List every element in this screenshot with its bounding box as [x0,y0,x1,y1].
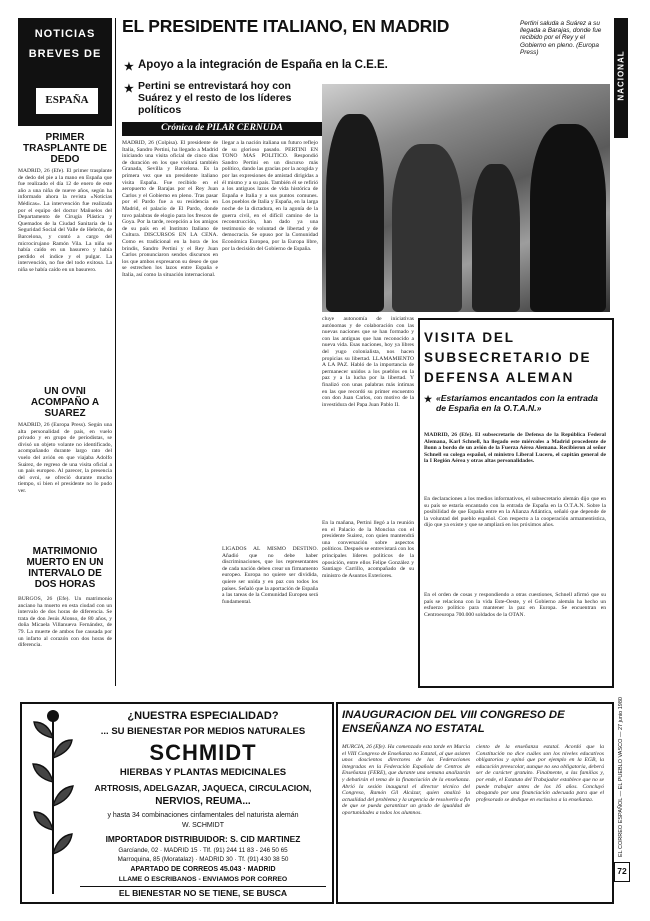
ad-doctor: W. SCHMIDT [182,822,224,829]
main-col2: llegar a la nación italiana un futuro reflejo de su glorioso pasado. PERTINI EN TONO MAS POLITICO. Respondió Sandro Pertini en un discurso más político, dando las gracias por la acogida y por las expresiones de amistad dirigidas a él mismo y a su país. También él se refirió a los antiguos lazos de vida histórica de España e Italia y a sus puntos comunes. Los pueblos de Italia y España, en la larga noche de la dictadura, en la agonía de la guerra civil, en el difícil camino de la reconstrucción, han dado ya una testimonio de voluntad de libertad y de democracia. Se opuso por la Comunidad Económica Europea, por la Europa libre, por la decisión del Gobierno de España. [222,140,318,252]
sidebar [18,18,112,688]
ad-brand: SCHMIDT [149,740,257,765]
congress-text-right: ciento de la enseñanza estatal. Acordó que la Constitución no dice cuáles son los niveles educativos obligatorios y opinó que por ejemplo en la EGB, la educación preescolar, aunque no sea obligatoria, deberá ser de carácter gratuito. Finalmente, a las familias y, por ende, el Estatuto del Trabajador establece que no se puede trabajar antes de los 16 años. Concluyó abogando por una financiación adecuada para que el profesorado se dedique en exclusiva a la enseñanza. [476,744,604,803]
ad-address2: Marroquina, 85 (Moratalaz) · MADRID 30 · Tf. (91) 430 38 50 [117,856,289,863]
story1-text: MADRID, 26 (Efe). El primer trasplante de dedo del pie a la mano en España que fue realizado el día 12 de enero de este año a una niña de nueve años, según ha informado ahora la revista «Noticias Médicas». La intervención fue realizada por el equipo del doctor Mañuelos del Departamento de Cirugía Plástica y Quemados de la Ciudad Sanitaria de la Seguridad Social del Valle de Hebrón, de Barcelona, y contó a cargo del microcirujano Ramón Vila. La niña se había caído en un basurero y había perdido el índice y el pulgar. La intervención, no fue del todo exitosa. La niña se había caído en un basurero. [18,168,112,273]
folio-paper: EL CORREO ESPAÑOL — EL PUEBLO VASCO — 27 junio 1980 [618,697,624,857]
sidebar-title-line1: NOTICIAS [34,28,96,40]
visit-text2: En declaraciones a los medios informativos, el subsecretario alemán dijo que en su país se estaría encantado con la entrada de España en la O.T.A.N. Sobre la posibilidad de que España entre en la Alianza Atlántica, señaló que depende de la voluntad del pueblo español. Con respecto a la cooperación armamentística, dijo que ya existe y que se ampliará en los próximos años. [424,496,606,529]
ad-po-box: APARTADO DE CORREOS 45.043 · MADRID [130,866,276,873]
main-col3b: En la mañana, Pertini llegó a la reunión en el Palacio de la Moncloa con el presidente Suárez, con quien mantendrá una conversación sobre aspectos políticos. Después se entrevistará con los principales líderes políticos de la oposición, entre ellos Felipe González y Santiago Carrillo, acompañado de su ministro de Asuntos Exteriores. [322,520,414,579]
visit-quote: «Estaríamos encantados con la entrada de España en la O.T.A.N.» [436,393,598,413]
page-number-box [614,862,630,882]
photo-figure-4 [530,124,606,312]
main-col2b: LIGADOS AL MISMO DESTINO. Añadió que no debe haber discriminaciones, que los representantes de cada nación deben crear un firmamento europeo. Europa no quiere ser dividida, quiere ser unida y en paz con todos los países. Señaló que la aportación de España a las tareas de la Comunidad Europea será fundamental. [222,546,318,605]
main-headline: EL PRESIDENTE ITALIANO, EN MADRID [122,16,450,36]
visit-text3: En el orden de cosas y respondiendo a otras cuestiones, Schnell afirmó que su país se relaciona con la vida Este-Oeste, y el Gobierno alemán ha hecho un esfuerzo político para mantener la paz en Europa. Se encuentran en Centroeuropa 700.000 soldados de la OTAN. [424,592,606,618]
visit-headline: VISITA DEL SUBSECRETARIO DE DEFENSA ALEMAN [424,330,592,385]
main-col1: MADRID, 26 (Colpisa). El presidente de Italia, Sandro Pertini, ha llegado a Madrid iniciando una visita oficial de cinco días de duración en los que visitará también Granada, Sevilla y Barcelona. Es la primera vez que un presidente italiano visita España. Fue recibido en el aeropuerto de Barajas por el Rey Juan Carlos y el Gobierno en pleno. Tras pasar por el Pardo fue a su residencia en Madrid, el palacio de El Pardo, donde tuvo palabras de elogio para los frescos de Goya. Por la tarde, recepción a los amigos de su país en el Instituto Italiano de Cultura. DISCURSOS EN LA CENA. Como es tradicional en la hora de los brindis, Sandro Pertini y el Rey Juan Carlos pronunciaron sendos discursos en los que ambos expresaron su deseo de que se estrechen los lazos entre España e Italia, así como la situación internacional. [122,140,218,278]
section-tab [614,18,628,138]
photo-caption: Pertini saluda a Suárez a su llegada a Barajas, donde fue recibido por el Rey y el Gobierno en pleno. (Europa Press) [520,20,602,56]
page-number: 72 [617,866,627,876]
photo-figure-1 [326,114,384,312]
ad-products2: NERVIOS, REUMA... [155,796,251,807]
ad-products1: ARTROSIS, ADELGAZAR, JAQUECA, CIRCULACION, [94,783,312,793]
story3-text: BURGOS, 26 (Efe). Un matrimonio anciano ha muerto en esta ciudad con un intervalo de dos horas de diferencia. Se trata de don Jesús Alonso, de 80 años, y doña Micaela Villanueva Fernández, de 79. La muerte de ambos fue causada por un infarto al corazón con dos horas de diferencia. [18,596,112,649]
deck2-bullet: ★ [124,83,134,95]
ad-cta: LLAME O ESCRIBANOS - ENVIAMOS POR CORREO [118,876,288,883]
plant-illustration [30,708,76,894]
congress-text-left: MURCIA, 26 (Efe). Ha comenzado esta tarde en Murcia el VIII Congreso de Enseñanza no Estatal, al que asisten unos doscientos directores de las Federaciones integradas en la Federación Española de Centros de Enseñanza (FERE), que durante una semana analizarán y debatirán el tema de la financiación de la enseñanza. Abrió la sesión inaugural el director técnico del Congreso, Ramón Gil Alcázar, quien analizó la actualidad del problema y la urgencia de resolverlo a fin de que se pueda garantizar un grado de igualdad de oportunidades a todos los alumnos. [342,744,470,816]
main-col3: cluye autonomía de iniciativas autónomas y de colaboración con las nuevas naciones que se han formado y con las antiguas que han reconocido a nueva vida. Esas naciones, hoy ya libres del yugo colonialista, nos hacen propicias su libertad. LLAMAMIENTO A LA PAZ. Habló de la importancia de permanecer unidos a los pueblos en la paz y a la lucha por la libertad. Y finalizó con unas palabras más íntimas en las que recordó su primer encuentro con don Juan Carlos, con motivo de la investidura del Papa Juan Pablo II. [322,316,414,408]
story3-headline: MATRIMONIO MUERTO EN UN INTERVALO DE DOS HORAS [26,546,104,590]
ad-footer: EL BIENESTAR NO SE TIENE, SE BUSCA [118,888,288,898]
espana-badge [36,88,98,114]
ad-line1: ¿NUESTRA ESPECIALIDAD? [127,710,279,722]
deck2: Pertini se entrevistará hoy con Suárez y el resto de los líderes políticos [138,80,292,116]
story2-headline: UN OVNI ACOMPAÑO A SUAREZ [30,386,100,419]
visit-quote-bullet: ★ [424,394,433,404]
sidebar-title-line2: BREVES DE [28,48,102,60]
ad-footer-rule [80,886,326,887]
news-photo [322,84,610,312]
deck1: Apoyo a la integración de España en la C.E.E. [138,59,388,71]
story1-headline: PRIMER TRASPLANTE DE DEDO [23,132,107,165]
photo-figure-2 [392,144,462,312]
espana-badge-label: ESPAÑA [45,94,89,106]
sidebar-divider [115,18,116,686]
ad-address1: Garcíande, 02 · MADRID 15 · Tlf. (91) 244 11 83 - 246 50 65 [118,847,288,854]
sidebar-header [18,18,112,126]
ad-formulas: y hasta 34 combinaciones cinfamentales del naturista alemán [107,812,299,819]
story2-text: MADRID, 26 (Europa Press). Según una alta personalidad de país, en vuelo privado y en grupo de periodistas, se divisó un objeto volante no identificado, acompañando durante largo rato del vuelo del avión en que viajaba Adolfo Suárez, de regreso de una visita oficial a un país europeo. Al parecer, la presencia del ovni, se ofreció durante mucho tiempo, si bien el presidente no lo pudo ver. [18,422,112,494]
byline: Crónica de PILAR CERNUDA [161,123,283,133]
ad-subtitle: HIERBAS Y PLANTAS MEDICINALES [119,767,287,778]
congress-headline: INAUGURACION DEL VIII CONGRESO DE ENSEÑANZA NO ESTATAL [342,709,565,735]
folio-strip [614,697,628,860]
deck1-bullet: ★ [124,61,134,73]
visit-text1: MADRID, 26 (Efe). El subsecretario de Defensa de la República Federal Alemana, Karl Schnell, ha llegado este miércoles a Madrid procedente de Bonn a bordo de un avión de la Fuerza Aérea Alemana. Recibieron al señor Schnell su colega español, el ministro Liberal Lucero, el capitán general de la I Región Aérea y otras altas personalidades. [424,432,606,465]
ad-importer: IMPORTADOR DISTRIBUIDOR: S. CID MARTINEZ [105,834,301,844]
byline-box [122,122,322,136]
plant-flower [47,710,59,722]
ad-line2: ... SU BIENESTAR POR MEDIOS NATURALES [100,726,306,737]
section-label: NACIONAL [616,50,626,101]
photo-figure-3 [472,164,520,312]
